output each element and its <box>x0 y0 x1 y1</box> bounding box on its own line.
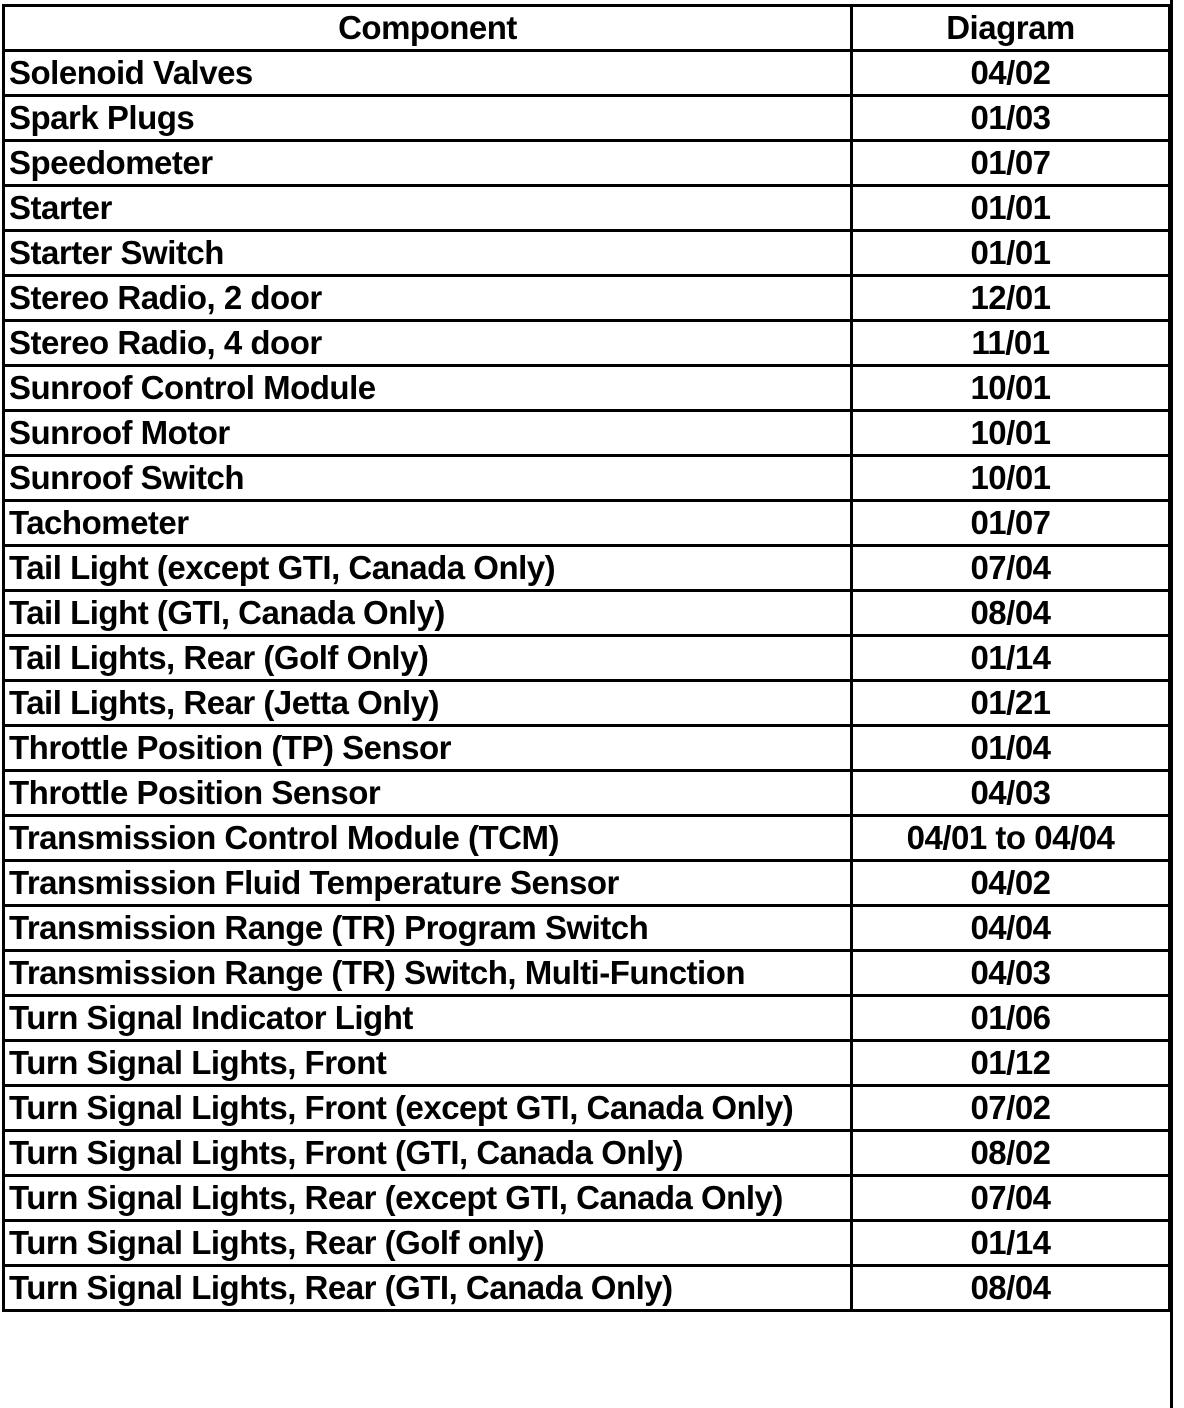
diagram-cell: 10/01 <box>852 456 1170 501</box>
table-row <box>4 501 1170 546</box>
table-body <box>4 51 1170 1311</box>
component-cell: Stereo Radio, 4 door <box>4 321 852 366</box>
right-edge-line <box>1170 0 1173 1408</box>
diagram-cell: 01/14 <box>852 636 1170 681</box>
component-cell: Speedometer <box>4 141 852 186</box>
table-row <box>4 1041 1170 1086</box>
component-cell: Turn Signal Indicator Light <box>4 996 852 1041</box>
table-row <box>4 366 1170 411</box>
diagram-cell: 04/01 to 04/04 <box>852 816 1170 861</box>
diagram-cell: 01/14 <box>852 1221 1170 1266</box>
component-cell: Sunroof Control Module <box>4 366 852 411</box>
diagram-cell: 10/01 <box>852 411 1170 456</box>
component-cell: Turn Signal Lights, Front (GTI, Canada Only) <box>4 1131 852 1176</box>
diagram-cell: 04/03 <box>852 951 1170 996</box>
table-row <box>4 951 1170 996</box>
diagram-cell: 01/07 <box>852 141 1170 186</box>
component-cell: Transmission Fluid Temperature Sensor <box>4 861 852 906</box>
component-cell: Transmission Range (TR) Switch, Multi-Function <box>4 951 852 996</box>
component-cell: Stereo Radio, 2 door <box>4 276 852 321</box>
diagram-cell: 01/01 <box>852 231 1170 276</box>
diagram-cell: 07/04 <box>852 546 1170 591</box>
diagram-cell: 01/12 <box>852 1041 1170 1086</box>
table-row <box>4 231 1170 276</box>
header-component: Component <box>4 6 852 51</box>
table-row <box>4 1266 1170 1311</box>
table-row <box>4 816 1170 861</box>
component-cell: Tail Light (except GTI, Canada Only) <box>4 546 852 591</box>
component-cell: Transmission Control Module (TCM) <box>4 816 852 861</box>
table-row <box>4 726 1170 771</box>
component-cell: Turn Signal Lights, Rear (except GTI, Canada Only) <box>4 1176 852 1221</box>
component-cell: Throttle Position (TP) Sensor <box>4 726 852 771</box>
diagram-cell: 10/01 <box>852 366 1170 411</box>
table-row <box>4 546 1170 591</box>
diagram-cell: 12/01 <box>852 276 1170 321</box>
component-cell: Sunroof Motor <box>4 411 852 456</box>
diagram-cell: 08/04 <box>852 591 1170 636</box>
component-cell: Transmission Range (TR) Program Switch <box>4 906 852 951</box>
table-row <box>4 141 1170 186</box>
table-row <box>4 591 1170 636</box>
table-row <box>4 996 1170 1041</box>
table-row <box>4 681 1170 726</box>
table-row <box>4 51 1170 96</box>
header-row <box>4 6 1170 51</box>
table-row <box>4 1086 1170 1131</box>
diagram-cell: 01/03 <box>852 96 1170 141</box>
diagram-cell: 11/01 <box>852 321 1170 366</box>
diagram-cell: 04/04 <box>852 906 1170 951</box>
diagram-cell: 04/03 <box>852 771 1170 816</box>
component-cell: Turn Signal Lights, Front <box>4 1041 852 1086</box>
component-cell: Starter Switch <box>4 231 852 276</box>
component-cell: Tachometer <box>4 501 852 546</box>
diagram-cell: 07/02 <box>852 1086 1170 1131</box>
diagram-cell: 01/06 <box>852 996 1170 1041</box>
component-cell: Tail Light (GTI, Canada Only) <box>4 591 852 636</box>
table-row <box>4 771 1170 816</box>
table-row <box>4 186 1170 231</box>
component-cell: Tail Lights, Rear (Jetta Only) <box>4 681 852 726</box>
diagram-cell: 04/02 <box>852 861 1170 906</box>
diagram-cell: 08/02 <box>852 1131 1170 1176</box>
table-row <box>4 321 1170 366</box>
component-cell: Starter <box>4 186 852 231</box>
table-row <box>4 1221 1170 1266</box>
diagram-cell: 04/02 <box>852 51 1170 96</box>
header-diagram: Diagram <box>852 6 1170 51</box>
table-row <box>4 1131 1170 1176</box>
component-cell: Turn Signal Lights, Rear (GTI, Canada Only) <box>4 1266 852 1311</box>
component-cell: Spark Plugs <box>4 96 852 141</box>
diagram-cell: 01/07 <box>852 501 1170 546</box>
diagram-cell: 01/01 <box>852 186 1170 231</box>
diagram-cell: 07/04 <box>852 1176 1170 1221</box>
table-row <box>4 906 1170 951</box>
table-row <box>4 636 1170 681</box>
table-row <box>4 1176 1170 1221</box>
table-row <box>4 456 1170 501</box>
table-row <box>4 411 1170 456</box>
component-diagram-table <box>2 4 1171 1312</box>
diagram-cell: 01/21 <box>852 681 1170 726</box>
diagram-cell: 01/04 <box>852 726 1170 771</box>
table-row <box>4 861 1170 906</box>
component-cell: Tail Lights, Rear (Golf Only) <box>4 636 852 681</box>
table-row <box>4 276 1170 321</box>
component-cell: Solenoid Valves <box>4 51 852 96</box>
diagram-cell: 08/04 <box>852 1266 1170 1311</box>
table-row <box>4 96 1170 141</box>
component-cell: Turn Signal Lights, Rear (Golf only) <box>4 1221 852 1266</box>
component-cell: Turn Signal Lights, Front (except GTI, Canada Only) <box>4 1086 852 1131</box>
component-cell: Sunroof Switch <box>4 456 852 501</box>
component-cell: Throttle Position Sensor <box>4 771 852 816</box>
